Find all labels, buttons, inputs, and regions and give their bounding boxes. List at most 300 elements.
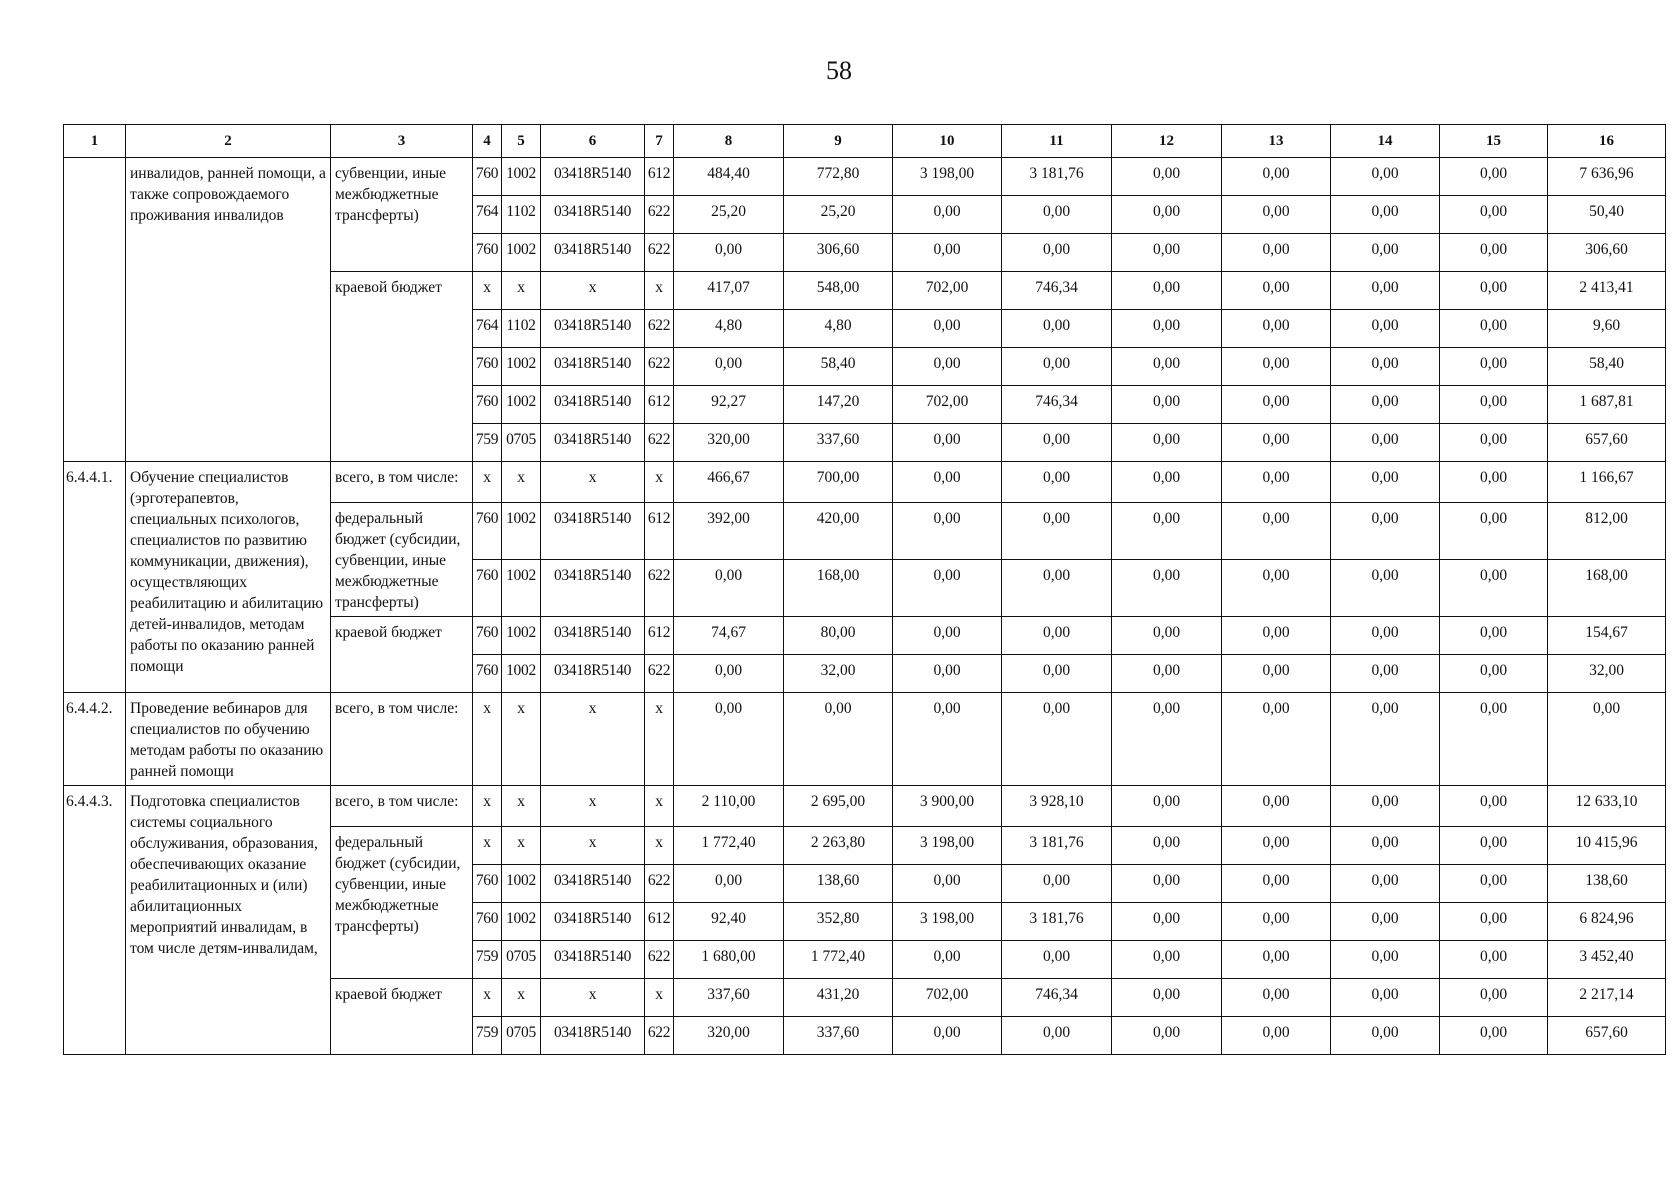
amount-col-13: 0,00 <box>1222 865 1331 903</box>
col-5-section: 1002 <box>502 865 541 903</box>
amount-col-9: 1 772,40 <box>784 941 893 979</box>
col-7-expense: 612 <box>645 158 674 196</box>
amount-col-10: 0,00 <box>893 503 1002 560</box>
col-4-admin: 760 <box>473 560 502 617</box>
amount-col-10: 0,00 <box>893 941 1002 979</box>
amount-col-9: 80,00 <box>784 617 893 655</box>
amount-col-15: 0,00 <box>1440 655 1548 693</box>
amount-col-8: 417,07 <box>674 272 784 310</box>
amount-col-15: 0,00 <box>1440 462 1548 503</box>
col-5-section: 1002 <box>502 158 541 196</box>
row-number: 6.4.4.2. <box>64 693 126 786</box>
amount-col-9: 58,40 <box>784 348 893 386</box>
col-5-section: 1002 <box>502 348 541 386</box>
amount-col-12: 0,00 <box>1112 786 1222 827</box>
amount-col-16: 2 217,14 <box>1548 979 1666 1017</box>
amount-col-14: 0,00 <box>1331 196 1440 234</box>
amount-col-11: 3 181,76 <box>1002 903 1112 941</box>
amount-col-15: 0,00 <box>1440 865 1548 903</box>
col-5-section: 1102 <box>502 310 541 348</box>
col-5-section: 0705 <box>502 941 541 979</box>
amount-col-12: 0,00 <box>1112 865 1222 903</box>
table-row <box>64 158 1666 196</box>
amount-col-11: 0,00 <box>1002 310 1112 348</box>
amount-col-10: 702,00 <box>893 979 1002 1017</box>
col-5-section: x <box>502 979 541 1017</box>
col-5-section: x <box>502 827 541 865</box>
col-6-target: 03418R5140 <box>541 941 645 979</box>
amount-col-10: 3 198,00 <box>893 827 1002 865</box>
amount-col-13: 0,00 <box>1222 560 1331 617</box>
funding-source: краевой бюджет <box>331 979 473 1055</box>
amount-col-9: 0,00 <box>784 693 893 786</box>
amount-col-9: 700,00 <box>784 462 893 503</box>
amount-col-13: 0,00 <box>1222 617 1331 655</box>
amount-col-15: 0,00 <box>1440 503 1548 560</box>
amount-col-14: 0,00 <box>1331 979 1440 1017</box>
amount-col-15: 0,00 <box>1440 386 1548 424</box>
amount-col-16: 9,60 <box>1548 310 1666 348</box>
amount-col-11: 3 181,76 <box>1002 158 1112 196</box>
col-7-expense: 622 <box>645 424 674 462</box>
col-7-expense: x <box>645 693 674 786</box>
amount-col-11: 3 928,10 <box>1002 786 1112 827</box>
table-row <box>64 462 1666 503</box>
amount-col-16: 3 452,40 <box>1548 941 1666 979</box>
amount-col-12: 0,00 <box>1112 903 1222 941</box>
amount-col-12: 0,00 <box>1112 827 1222 865</box>
col-7-expense: 612 <box>645 386 674 424</box>
amount-col-13: 0,00 <box>1222 693 1331 786</box>
col-4-admin: x <box>473 786 502 827</box>
column-header: 6 <box>541 125 645 158</box>
col-4-admin: x <box>473 693 502 786</box>
amount-col-10: 702,00 <box>893 386 1002 424</box>
amount-col-13: 0,00 <box>1222 786 1331 827</box>
col-7-expense: 612 <box>645 503 674 560</box>
amount-col-13: 0,00 <box>1222 234 1331 272</box>
amount-col-16: 657,60 <box>1548 1017 1666 1055</box>
amount-col-12: 0,00 <box>1112 386 1222 424</box>
amount-col-15: 0,00 <box>1440 903 1548 941</box>
amount-col-14: 0,00 <box>1331 786 1440 827</box>
amount-col-14: 0,00 <box>1331 386 1440 424</box>
page-number: 58 <box>826 56 852 85</box>
amount-col-13: 0,00 <box>1222 979 1331 1017</box>
amount-col-10: 3 198,00 <box>893 158 1002 196</box>
amount-col-13: 0,00 <box>1222 462 1331 503</box>
amount-col-14: 0,00 <box>1331 655 1440 693</box>
amount-col-15: 0,00 <box>1440 424 1548 462</box>
column-header: 7 <box>645 125 674 158</box>
col-6-target: x <box>541 462 645 503</box>
amount-col-13: 0,00 <box>1222 503 1331 560</box>
col-6-target: x <box>541 693 645 786</box>
amount-col-16: 154,67 <box>1548 617 1666 655</box>
amount-col-8: 92,40 <box>674 903 784 941</box>
amount-col-13: 0,00 <box>1222 272 1331 310</box>
amount-col-11: 3 181,76 <box>1002 827 1112 865</box>
col-7-expense: 622 <box>645 348 674 386</box>
amount-col-15: 0,00 <box>1440 234 1548 272</box>
amount-col-9: 32,00 <box>784 655 893 693</box>
amount-col-10: 0,00 <box>893 462 1002 503</box>
amount-col-8: 4,80 <box>674 310 784 348</box>
amount-col-9: 25,20 <box>784 196 893 234</box>
amount-col-15: 0,00 <box>1440 310 1548 348</box>
amount-col-11: 746,34 <box>1002 386 1112 424</box>
amount-col-12: 0,00 <box>1112 462 1222 503</box>
amount-col-12: 0,00 <box>1112 272 1222 310</box>
amount-col-12: 0,00 <box>1112 196 1222 234</box>
amount-col-9: 306,60 <box>784 234 893 272</box>
amount-col-14: 0,00 <box>1331 234 1440 272</box>
col-6-target: 03418R5140 <box>541 503 645 560</box>
amount-col-13: 0,00 <box>1222 158 1331 196</box>
col-7-expense: 622 <box>645 196 674 234</box>
amount-col-8: 1 680,00 <box>674 941 784 979</box>
col-6-target: 03418R5140 <box>541 196 645 234</box>
col-6-target: 03418R5140 <box>541 424 645 462</box>
table-row <box>64 786 1666 827</box>
amount-col-13: 0,00 <box>1222 348 1331 386</box>
col-4-admin: x <box>473 979 502 1017</box>
amount-col-8: 0,00 <box>674 234 784 272</box>
amount-col-12: 0,00 <box>1112 310 1222 348</box>
amount-col-11: 0,00 <box>1002 196 1112 234</box>
amount-col-9: 337,60 <box>784 424 893 462</box>
amount-col-10: 0,00 <box>893 1017 1002 1055</box>
amount-col-13: 0,00 <box>1222 386 1331 424</box>
amount-col-11: 0,00 <box>1002 1017 1112 1055</box>
col-4-admin: 759 <box>473 424 502 462</box>
event-name: Обучение специалистов (эрготерапевтов, специальных психологов, специалистов по развитию коммуникации, движения), осуществляющих реабилитацию и абилитацию детей-инвалидов, методам работы по оказанию ранней помощи <box>126 462 331 693</box>
col-5-section: 1102 <box>502 196 541 234</box>
amount-col-10: 0,00 <box>893 196 1002 234</box>
amount-col-16: 50,40 <box>1548 196 1666 234</box>
column-header: 9 <box>784 125 893 158</box>
amount-col-15: 0,00 <box>1440 827 1548 865</box>
amount-col-16: 12 633,10 <box>1548 786 1666 827</box>
col-6-target: x <box>541 272 645 310</box>
amount-col-16: 812,00 <box>1548 503 1666 560</box>
amount-col-8: 392,00 <box>674 503 784 560</box>
column-header: 1 <box>64 125 126 158</box>
col-4-admin: 760 <box>473 655 502 693</box>
col-5-section: 1002 <box>502 234 541 272</box>
col-6-target: x <box>541 979 645 1017</box>
col-6-target: 03418R5140 <box>541 560 645 617</box>
funding-source: всего, в том числе: <box>331 693 473 786</box>
amount-col-14: 0,00 <box>1331 827 1440 865</box>
amount-col-15: 0,00 <box>1440 941 1548 979</box>
column-header: 10 <box>893 125 1002 158</box>
column-header: 8 <box>674 125 784 158</box>
column-header: 2 <box>126 125 331 158</box>
amount-col-12: 0,00 <box>1112 693 1222 786</box>
amount-col-9: 420,00 <box>784 503 893 560</box>
col-6-target: 03418R5140 <box>541 348 645 386</box>
amount-col-9: 548,00 <box>784 272 893 310</box>
column-header: 13 <box>1222 125 1331 158</box>
amount-col-13: 0,00 <box>1222 424 1331 462</box>
column-header: 3 <box>331 125 473 158</box>
amount-col-13: 0,00 <box>1222 903 1331 941</box>
col-4-admin: x <box>473 827 502 865</box>
amount-col-8: 74,67 <box>674 617 784 655</box>
amount-col-8: 0,00 <box>674 865 784 903</box>
col-5-section: x <box>502 786 541 827</box>
funding-source: всего, в том числе: <box>331 462 473 503</box>
amount-col-16: 168,00 <box>1548 560 1666 617</box>
amount-col-8: 484,40 <box>674 158 784 196</box>
amount-col-10: 702,00 <box>893 272 1002 310</box>
amount-col-10: 0,00 <box>893 693 1002 786</box>
amount-col-14: 0,00 <box>1331 348 1440 386</box>
col-7-expense: 612 <box>645 617 674 655</box>
col-4-admin: 760 <box>473 865 502 903</box>
amount-col-15: 0,00 <box>1440 693 1548 786</box>
amount-col-10: 0,00 <box>893 234 1002 272</box>
col-4-admin: 760 <box>473 158 502 196</box>
col-6-target: 03418R5140 <box>541 386 645 424</box>
col-7-expense: 622 <box>645 655 674 693</box>
amount-col-12: 0,00 <box>1112 158 1222 196</box>
amount-col-15: 0,00 <box>1440 560 1548 617</box>
row-number <box>64 158 126 462</box>
amount-col-12: 0,00 <box>1112 979 1222 1017</box>
amount-col-15: 0,00 <box>1440 272 1548 310</box>
amount-col-10: 0,00 <box>893 310 1002 348</box>
table-row <box>64 693 1666 786</box>
amount-col-14: 0,00 <box>1331 865 1440 903</box>
col-4-admin: 760 <box>473 348 502 386</box>
amount-col-13: 0,00 <box>1222 310 1331 348</box>
amount-col-16: 7 636,96 <box>1548 158 1666 196</box>
amount-col-11: 0,00 <box>1002 865 1112 903</box>
amount-col-9: 4,80 <box>784 310 893 348</box>
col-4-admin: 760 <box>473 617 502 655</box>
amount-col-9: 168,00 <box>784 560 893 617</box>
amount-col-8: 0,00 <box>674 693 784 786</box>
funding-source: краевой бюджет <box>331 617 473 693</box>
amount-col-15: 0,00 <box>1440 196 1548 234</box>
funding-source: федеральный бюджет (субсидии, субвенции, иные межбюджетные трансферты) <box>331 503 473 617</box>
col-5-section: x <box>502 272 541 310</box>
amount-col-13: 0,00 <box>1222 196 1331 234</box>
amount-col-8: 320,00 <box>674 1017 784 1055</box>
amount-col-11: 0,00 <box>1002 693 1112 786</box>
event-name: Проведение вебинаров для специалистов по обучению методам работы по оказанию ранней помощи <box>126 693 331 786</box>
col-5-section: 1002 <box>502 617 541 655</box>
amount-col-10: 0,00 <box>893 560 1002 617</box>
column-header: 12 <box>1112 125 1222 158</box>
amount-col-12: 0,00 <box>1112 503 1222 560</box>
amount-col-11: 0,00 <box>1002 655 1112 693</box>
col-5-section: 1002 <box>502 903 541 941</box>
amount-col-16: 306,60 <box>1548 234 1666 272</box>
funding-source: федеральный бюджет (субсидии, субвенции, иные межбюджетные трансферты) <box>331 827 473 979</box>
amount-col-14: 0,00 <box>1331 424 1440 462</box>
amount-col-14: 0,00 <box>1331 617 1440 655</box>
amount-col-8: 0,00 <box>674 348 784 386</box>
amount-col-14: 0,00 <box>1331 503 1440 560</box>
col-7-expense: x <box>645 272 674 310</box>
amount-col-11: 0,00 <box>1002 560 1112 617</box>
col-5-section: 1002 <box>502 503 541 560</box>
amount-col-12: 0,00 <box>1112 617 1222 655</box>
col-7-expense: x <box>645 786 674 827</box>
amount-col-8: 0,00 <box>674 655 784 693</box>
amount-col-16: 6 824,96 <box>1548 903 1666 941</box>
amount-col-9: 147,20 <box>784 386 893 424</box>
column-header: 15 <box>1440 125 1548 158</box>
amount-col-13: 0,00 <box>1222 941 1331 979</box>
event-name: Подготовка специалистов системы социального обслуживания, образования, обеспечивающих оказание реабилитационных и (или) абилитационных мероприятий инвалидам, в том числе детям-инвалидам, <box>126 786 331 1055</box>
col-6-target: 03418R5140 <box>541 903 645 941</box>
amount-col-14: 0,00 <box>1331 1017 1440 1055</box>
amount-col-14: 0,00 <box>1331 903 1440 941</box>
header-row <box>64 125 1666 158</box>
amount-col-13: 0,00 <box>1222 827 1331 865</box>
amount-col-11: 0,00 <box>1002 234 1112 272</box>
amount-col-9: 2 695,00 <box>784 786 893 827</box>
col-7-expense: x <box>645 462 674 503</box>
col-4-admin: 760 <box>473 503 502 560</box>
column-header: 4 <box>473 125 502 158</box>
amount-col-11: 746,34 <box>1002 979 1112 1017</box>
col-7-expense: 622 <box>645 941 674 979</box>
col-5-section: x <box>502 693 541 786</box>
col-6-target: 03418R5140 <box>541 234 645 272</box>
event-name: инвалидов, ранней помощи, а также сопровождаемого проживания инвалидов <box>126 158 331 462</box>
amount-col-16: 10 415,96 <box>1548 827 1666 865</box>
amount-col-14: 0,00 <box>1331 272 1440 310</box>
col-4-admin: 760 <box>473 234 502 272</box>
amount-col-10: 3 198,00 <box>893 903 1002 941</box>
col-5-section: 1002 <box>502 560 541 617</box>
col-6-target: x <box>541 786 645 827</box>
amount-col-16: 0,00 <box>1548 693 1666 786</box>
amount-col-9: 772,80 <box>784 158 893 196</box>
amount-col-11: 0,00 <box>1002 503 1112 560</box>
amount-col-12: 0,00 <box>1112 560 1222 617</box>
amount-col-11: 746,34 <box>1002 272 1112 310</box>
amount-col-8: 1 772,40 <box>674 827 784 865</box>
amount-col-16: 1 166,67 <box>1548 462 1666 503</box>
amount-col-8: 92,27 <box>674 386 784 424</box>
amount-col-11: 0,00 <box>1002 462 1112 503</box>
amount-col-10: 0,00 <box>893 865 1002 903</box>
col-5-section: 1002 <box>502 386 541 424</box>
funding-source: субвенции, иные межбюджетные трансферты) <box>331 158 473 272</box>
amount-col-16: 657,60 <box>1548 424 1666 462</box>
col-4-admin: 760 <box>473 386 502 424</box>
column-header: 5 <box>502 125 541 158</box>
amount-col-11: 0,00 <box>1002 941 1112 979</box>
amount-col-15: 0,00 <box>1440 786 1548 827</box>
col-7-expense: 612 <box>645 903 674 941</box>
amount-col-12: 0,00 <box>1112 941 1222 979</box>
col-6-target: x <box>541 827 645 865</box>
col-4-admin: x <box>473 272 502 310</box>
amount-col-14: 0,00 <box>1331 310 1440 348</box>
amount-col-9: 352,80 <box>784 903 893 941</box>
amount-col-9: 2 263,80 <box>784 827 893 865</box>
budget-table <box>63 124 1666 1055</box>
col-7-expense: 622 <box>645 310 674 348</box>
amount-col-14: 0,00 <box>1331 158 1440 196</box>
amount-col-8: 320,00 <box>674 424 784 462</box>
amount-col-14: 0,00 <box>1331 462 1440 503</box>
column-header: 16 <box>1548 125 1666 158</box>
col-6-target: 03418R5140 <box>541 617 645 655</box>
column-header: 11 <box>1002 125 1112 158</box>
col-6-target: 03418R5140 <box>541 655 645 693</box>
amount-col-8: 466,67 <box>674 462 784 503</box>
col-7-expense: 622 <box>645 560 674 617</box>
amount-col-11: 0,00 <box>1002 617 1112 655</box>
amount-col-14: 0,00 <box>1331 693 1440 786</box>
amount-col-14: 0,00 <box>1331 560 1440 617</box>
col-5-section: 1002 <box>502 655 541 693</box>
amount-col-15: 0,00 <box>1440 348 1548 386</box>
row-number: 6.4.4.3. <box>64 786 126 1055</box>
amount-col-10: 0,00 <box>893 424 1002 462</box>
col-5-section: x <box>502 462 541 503</box>
col-7-expense: 622 <box>645 865 674 903</box>
col-6-target: 03418R5140 <box>541 1017 645 1055</box>
amount-col-12: 0,00 <box>1112 1017 1222 1055</box>
amount-col-8: 337,60 <box>674 979 784 1017</box>
row-number: 6.4.4.1. <box>64 462 126 693</box>
col-7-expense: 622 <box>645 1017 674 1055</box>
amount-col-16: 32,00 <box>1548 655 1666 693</box>
amount-col-15: 0,00 <box>1440 158 1548 196</box>
col-6-target: 03418R5140 <box>541 158 645 196</box>
amount-col-10: 3 900,00 <box>893 786 1002 827</box>
amount-col-16: 1 687,81 <box>1548 386 1666 424</box>
col-4-admin: 759 <box>473 941 502 979</box>
col-4-admin: 759 <box>473 1017 502 1055</box>
amount-col-12: 0,00 <box>1112 655 1222 693</box>
column-header: 14 <box>1331 125 1440 158</box>
col-7-expense: x <box>645 827 674 865</box>
col-6-target: 03418R5140 <box>541 865 645 903</box>
col-5-section: 0705 <box>502 1017 541 1055</box>
amount-col-12: 0,00 <box>1112 348 1222 386</box>
amount-col-15: 0,00 <box>1440 1017 1548 1055</box>
col-5-section: 0705 <box>502 424 541 462</box>
amount-col-16: 2 413,41 <box>1548 272 1666 310</box>
amount-col-9: 431,20 <box>784 979 893 1017</box>
amount-col-14: 0,00 <box>1331 941 1440 979</box>
amount-col-12: 0,00 <box>1112 424 1222 462</box>
amount-col-11: 0,00 <box>1002 348 1112 386</box>
amount-col-13: 0,00 <box>1222 655 1331 693</box>
amount-col-11: 0,00 <box>1002 424 1112 462</box>
col-7-expense: x <box>645 979 674 1017</box>
col-4-admin: 764 <box>473 196 502 234</box>
amount-col-12: 0,00 <box>1112 234 1222 272</box>
col-4-admin: x <box>473 462 502 503</box>
col-4-admin: 760 <box>473 903 502 941</box>
col-6-target: 03418R5140 <box>541 310 645 348</box>
amount-col-10: 0,00 <box>893 655 1002 693</box>
amount-col-13: 0,00 <box>1222 1017 1331 1055</box>
col-4-admin: 764 <box>473 310 502 348</box>
amount-col-9: 138,60 <box>784 865 893 903</box>
